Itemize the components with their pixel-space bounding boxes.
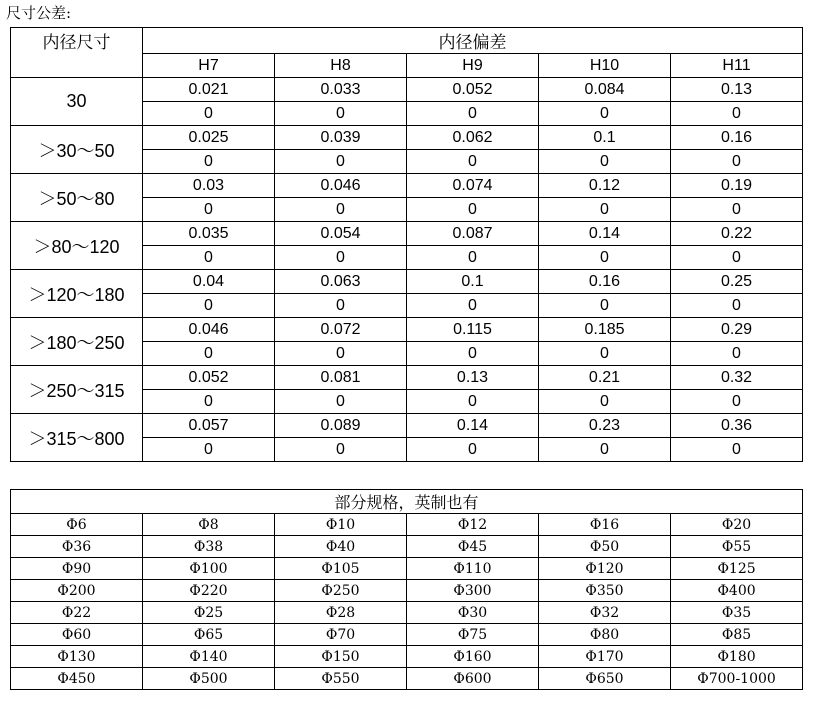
spec-row <box>11 580 803 602</box>
upper-deviation-cell: 0.23 <box>539 414 671 438</box>
upper-deviation-cell: 0.074 <box>407 174 539 198</box>
tolerance-table <box>10 27 803 462</box>
upper-deviation-cell: 0.13 <box>407 366 539 390</box>
lower-deviation-cell: 0 <box>539 246 671 270</box>
upper-deviation-cell: 0.12 <box>539 174 671 198</box>
spec-cell: Φ22 <box>11 602 143 624</box>
lower-deviation-cell: 0 <box>671 390 803 414</box>
spec-cell: Φ55 <box>671 536 803 558</box>
upper-deviation-cell: 0.046 <box>275 174 407 198</box>
upper-deviation-cell: 0.185 <box>539 318 671 342</box>
deviation-header: 内径偏差 <box>143 28 803 54</box>
spec-cell: Φ12 <box>407 514 539 536</box>
spec-cell: Φ80 <box>539 624 671 646</box>
spec-cell: Φ38 <box>143 536 275 558</box>
upper-deviation-cell: 0.25 <box>671 270 803 294</box>
lower-deviation-cell: 0 <box>407 294 539 318</box>
tolerance-row-upper <box>11 414 803 438</box>
upper-deviation-cell: 0.046 <box>143 318 275 342</box>
spec-cell: Φ250 <box>275 580 407 602</box>
upper-deviation-cell: 0.052 <box>407 78 539 102</box>
spec-cell: Φ180 <box>671 646 803 668</box>
lower-deviation-cell: 0 <box>671 246 803 270</box>
spec-cell: Φ400 <box>671 580 803 602</box>
upper-deviation-cell: 0.062 <box>407 126 539 150</box>
spec-cell: Φ30 <box>407 602 539 624</box>
lower-deviation-cell: 0 <box>275 198 407 222</box>
upper-deviation-cell: 0.035 <box>143 222 275 246</box>
spec-cell: Φ50 <box>539 536 671 558</box>
size-range-cell: ＞120～180 <box>11 270 143 318</box>
spec-cell: Φ16 <box>539 514 671 536</box>
spec-title: 部分规格，英制也有 <box>11 490 803 514</box>
upper-deviation-cell: 0.21 <box>539 366 671 390</box>
spec-cell: Φ160 <box>407 646 539 668</box>
lower-deviation-cell: 0 <box>671 342 803 366</box>
upper-deviation-cell: 0.087 <box>407 222 539 246</box>
upper-deviation-cell: 0.025 <box>143 126 275 150</box>
size-range-cell: ＞30～50 <box>11 126 143 174</box>
upper-deviation-cell: 0.04 <box>143 270 275 294</box>
lower-deviation-cell: 0 <box>275 294 407 318</box>
upper-deviation-cell: 0.13 <box>671 78 803 102</box>
upper-deviation-cell: 0.1 <box>407 270 539 294</box>
upper-deviation-cell: 0.29 <box>671 318 803 342</box>
size-range-cell: ＞80～120 <box>11 222 143 270</box>
spec-cell: Φ650 <box>539 668 671 690</box>
spec-cell: Φ200 <box>11 580 143 602</box>
spec-cell: Φ6 <box>11 514 143 536</box>
spec-cell: Φ32 <box>539 602 671 624</box>
spec-row <box>11 514 803 536</box>
spec-cell: Φ36 <box>11 536 143 558</box>
spec-row <box>11 646 803 668</box>
upper-deviation-cell: 0.14 <box>407 414 539 438</box>
spec-cell: Φ28 <box>275 602 407 624</box>
lower-deviation-cell: 0 <box>671 438 803 462</box>
size-range-cell: ＞180～250 <box>11 318 143 366</box>
spec-row <box>11 624 803 646</box>
lower-deviation-cell: 0 <box>407 438 539 462</box>
spec-row <box>11 558 803 580</box>
tolerance-row-upper <box>11 174 803 198</box>
upper-deviation-cell: 0.19 <box>671 174 803 198</box>
lower-deviation-cell: 0 <box>407 102 539 126</box>
grade-header: H8 <box>275 54 407 78</box>
spec-cell: Φ20 <box>671 514 803 536</box>
spec-cell: Φ700-1000 <box>671 668 803 690</box>
spec-table <box>10 489 803 690</box>
lower-deviation-cell: 0 <box>539 390 671 414</box>
spec-cell: Φ500 <box>143 668 275 690</box>
lower-deviation-cell: 0 <box>275 246 407 270</box>
upper-deviation-cell: 0.081 <box>275 366 407 390</box>
lower-deviation-cell: 0 <box>407 390 539 414</box>
upper-deviation-cell: 0.14 <box>539 222 671 246</box>
tolerance-row-upper <box>11 126 803 150</box>
lower-deviation-cell: 0 <box>539 438 671 462</box>
tolerance-row-upper <box>11 270 803 294</box>
upper-deviation-cell: 0.089 <box>275 414 407 438</box>
spec-cell: Φ125 <box>671 558 803 580</box>
upper-deviation-cell: 0.16 <box>539 270 671 294</box>
spec-cell: Φ35 <box>671 602 803 624</box>
size-range-cell: ＞315～800 <box>11 414 143 462</box>
tolerance-row-upper <box>11 78 803 102</box>
spec-cell: Φ90 <box>11 558 143 580</box>
upper-deviation-cell: 0.03 <box>143 174 275 198</box>
grade-header: H10 <box>539 54 671 78</box>
lower-deviation-cell: 0 <box>143 150 275 174</box>
lower-deviation-cell: 0 <box>143 294 275 318</box>
spec-title-row <box>11 490 803 514</box>
lower-deviation-cell: 0 <box>275 342 407 366</box>
upper-deviation-cell: 0.063 <box>275 270 407 294</box>
spec-cell: Φ170 <box>539 646 671 668</box>
lower-deviation-cell: 0 <box>143 102 275 126</box>
upper-deviation-cell: 0.057 <box>143 414 275 438</box>
spec-cell: Φ40 <box>275 536 407 558</box>
spec-cell: Φ600 <box>407 668 539 690</box>
tolerance-row-upper <box>11 366 803 390</box>
lower-deviation-cell: 0 <box>671 198 803 222</box>
lower-deviation-cell: 0 <box>407 198 539 222</box>
upper-deviation-cell: 0.22 <box>671 222 803 246</box>
lower-deviation-cell: 0 <box>671 150 803 174</box>
size-header: 内径尺寸 <box>11 28 143 78</box>
spec-cell: Φ25 <box>143 602 275 624</box>
lower-deviation-cell: 0 <box>671 102 803 126</box>
spec-cell: Φ350 <box>539 580 671 602</box>
upper-deviation-cell: 0.16 <box>671 126 803 150</box>
spec-cell: Φ100 <box>143 558 275 580</box>
lower-deviation-cell: 0 <box>143 390 275 414</box>
size-range-cell: ＞50～80 <box>11 174 143 222</box>
spec-cell: Φ85 <box>671 624 803 646</box>
spec-cell: Φ130 <box>11 646 143 668</box>
size-range-cell: 30 <box>11 78 143 126</box>
spec-row <box>11 668 803 690</box>
lower-deviation-cell: 0 <box>143 342 275 366</box>
spec-cell: Φ120 <box>539 558 671 580</box>
spec-cell: Φ10 <box>275 514 407 536</box>
spec-cell: Φ550 <box>275 668 407 690</box>
lower-deviation-cell: 0 <box>143 246 275 270</box>
spec-cell: Φ105 <box>275 558 407 580</box>
upper-deviation-cell: 0.039 <box>275 126 407 150</box>
spec-cell: Φ300 <box>407 580 539 602</box>
lower-deviation-cell: 0 <box>275 390 407 414</box>
spec-cell: Φ220 <box>143 580 275 602</box>
grade-header: H11 <box>671 54 803 78</box>
upper-deviation-cell: 0.033 <box>275 78 407 102</box>
lower-deviation-cell: 0 <box>407 150 539 174</box>
lower-deviation-cell: 0 <box>671 294 803 318</box>
lower-deviation-cell: 0 <box>539 294 671 318</box>
lower-deviation-cell: 0 <box>275 438 407 462</box>
spec-cell: Φ45 <box>407 536 539 558</box>
upper-deviation-cell: 0.1 <box>539 126 671 150</box>
caption: 尺寸公差: <box>6 4 72 22</box>
upper-deviation-cell: 0.052 <box>143 366 275 390</box>
upper-deviation-cell: 0.072 <box>275 318 407 342</box>
upper-deviation-cell: 0.115 <box>407 318 539 342</box>
spec-cell: Φ8 <box>143 514 275 536</box>
spec-cell: Φ75 <box>407 624 539 646</box>
spec-cell: Φ110 <box>407 558 539 580</box>
upper-deviation-cell: 0.084 <box>539 78 671 102</box>
size-range-cell: ＞250～315 <box>11 366 143 414</box>
spec-cell: Φ60 <box>11 624 143 646</box>
upper-deviation-cell: 0.054 <box>275 222 407 246</box>
spec-cell: Φ70 <box>275 624 407 646</box>
lower-deviation-cell: 0 <box>143 198 275 222</box>
spec-cell: Φ65 <box>143 624 275 646</box>
upper-deviation-cell: 0.021 <box>143 78 275 102</box>
spec-cell: Φ150 <box>275 646 407 668</box>
lower-deviation-cell: 0 <box>539 342 671 366</box>
lower-deviation-cell: 0 <box>539 198 671 222</box>
spec-row <box>11 602 803 624</box>
tolerance-row-upper <box>11 222 803 246</box>
grade-header: H9 <box>407 54 539 78</box>
upper-deviation-cell: 0.32 <box>671 366 803 390</box>
spec-cell: Φ140 <box>143 646 275 668</box>
lower-deviation-cell: 0 <box>407 246 539 270</box>
tolerance-header-row <box>11 28 803 54</box>
lower-deviation-cell: 0 <box>275 150 407 174</box>
lower-deviation-cell: 0 <box>275 102 407 126</box>
lower-deviation-cell: 0 <box>143 438 275 462</box>
tolerance-row-upper <box>11 318 803 342</box>
lower-deviation-cell: 0 <box>539 102 671 126</box>
grade-header: H7 <box>143 54 275 78</box>
lower-deviation-cell: 0 <box>407 342 539 366</box>
lower-deviation-cell: 0 <box>539 150 671 174</box>
upper-deviation-cell: 0.36 <box>671 414 803 438</box>
spec-row <box>11 536 803 558</box>
spec-cell: Φ450 <box>11 668 143 690</box>
